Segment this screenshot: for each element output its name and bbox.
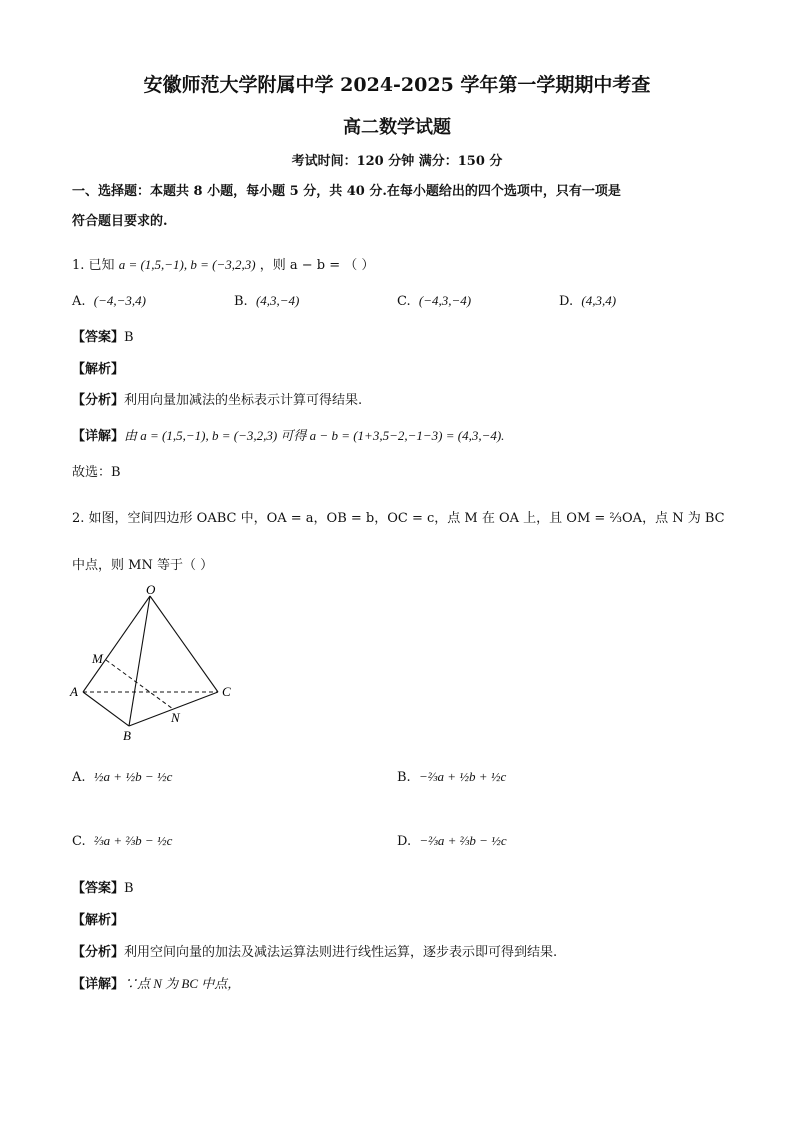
label-o: O bbox=[146, 582, 156, 597]
q2-option-c: C. ⅔a + ⅔b − ½c bbox=[72, 833, 173, 849]
label-n: N bbox=[171, 710, 180, 725]
q1-option-a: A. (−4,−3,4) bbox=[72, 293, 146, 309]
section-heading-line2: 符合题目要求的. bbox=[72, 214, 168, 229]
q1-option-c: C. (−4,3,−4) bbox=[397, 293, 472, 309]
q2-option-a: A. ½a + ½b − ½c bbox=[72, 769, 173, 785]
q1-option-b: B. (4,3,−4) bbox=[234, 293, 300, 309]
q2-analysis-tag: 【解析】 bbox=[72, 913, 125, 928]
tetrahedron-figure bbox=[62, 580, 252, 745]
label-m: M bbox=[92, 651, 103, 666]
q1-detail: 【详解】由 a = (1,5,−1), b = (−3,2,3) 可得 a − b = (1+3,5−2,−1−3) = (4,3,−4). bbox=[72, 428, 505, 444]
q1-conclusion: 故选：B bbox=[72, 465, 121, 480]
q1-prefix: 1. 已知 bbox=[72, 258, 115, 273]
question-2-stem-line1: 2. 如图，空间四边形 OABC 中，OA = a，OB = b，OC = c，点 M 在 OA 上，且 OM = ⅔OA，点 N 为 BC bbox=[72, 511, 725, 526]
label-b: B bbox=[123, 728, 131, 743]
q2-fenxi: 【分析】利用空间向量的加法及减法运算法则进行线性运算，逐步表示即可得到结果. bbox=[72, 945, 558, 960]
question-1-stem bbox=[72, 256, 374, 275]
q1-given-vectors: a = (1,5,−1), b = (−3,2,3) bbox=[118, 257, 256, 272]
label-a: A bbox=[70, 684, 78, 699]
q2-option-d: D. −⅔a + ⅔b − ½c bbox=[397, 833, 507, 849]
document-title: 安徽师范大学附属中学 2024-2025 学年第一学期期中考查 bbox=[143, 74, 651, 96]
q2-answer: 【答案】B bbox=[72, 881, 134, 896]
q2-option-b: B. −⅔a + ½b + ½c bbox=[397, 769, 507, 785]
q1-answer: 【答案】B bbox=[72, 330, 134, 345]
question-2-stem-line2: 中点，则 MN 等于（ ） bbox=[72, 558, 214, 573]
label-c: C bbox=[222, 684, 231, 699]
q1-option-d: D. (4,3,4) bbox=[559, 293, 617, 309]
exam-info: 考试时间：120 分钟 满分：150 分 bbox=[291, 154, 503, 169]
q2-detail: 【详解】∵点 N 为 BC 中点， bbox=[72, 976, 241, 992]
q1-fenxi: 【分析】利用向量加减法的坐标表示计算可得结果. bbox=[72, 393, 363, 408]
q1-analysis-tag: 【解析】 bbox=[72, 362, 125, 377]
q1-ask: ，则 a − b = （ ） bbox=[259, 258, 375, 273]
section-heading-line1: 一、选择题：本题共 8 小题，每小题 5 分，共 40 分.在每小题给出的四个选项中，只有一项是 bbox=[72, 184, 621, 199]
subject-title: 高二数学试题 bbox=[343, 117, 451, 138]
